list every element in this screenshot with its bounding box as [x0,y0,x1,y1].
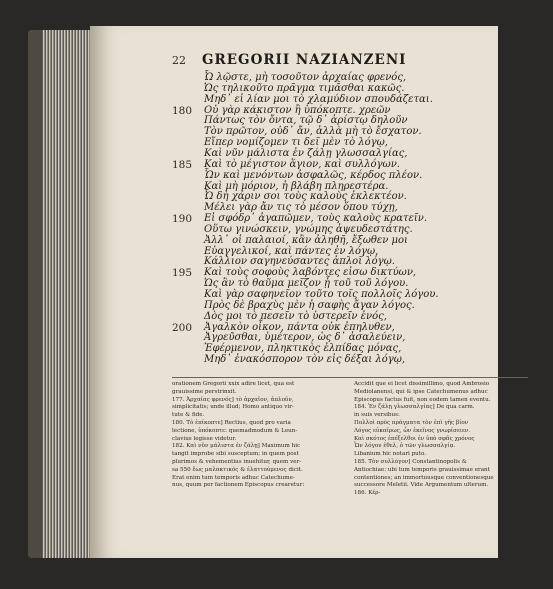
footnote-line: Λόγος εὐκαίρως, ὧν ἐκεῖνος γνωρίσειεν. [354,427,471,434]
line-number: 180 [172,104,193,117]
verse-text: Καὶ τοὺς σοφοὺς λαβόντες εἰσω δικτύων, [204,267,417,279]
footnote-line: Mediolanensi, qui & ipse Catechumenus adhuc [354,388,488,395]
footnote-line: Καὶ σκότος ἐπέξελθοι ἐν ὑπὸ σφᾶς χρόνος [354,435,475,442]
footnote-line: 182. Καὶ νῦν μάλιστα ἐν ζάλῃ] Maximum hic [172,443,301,450]
footnote-line: simplicitatis; unde illud; Homo antiquo vir- [172,404,294,411]
footnote-line: lectione, ὑπόκοπτε: quemadmodum & Leun- [172,427,298,434]
verse-text: Καὶ γὰρ σαφηνεῖον τοῦτο τοῖς πολλοῖς λόγου. [204,289,439,300]
footnote-line: 184. Ἐν ζάλῃ γλωσσαλγίας] De qua carm. [354,404,475,411]
page-number: 22 [172,54,186,67]
verse-text: Οὐ γὰρ κάκιστον ἢ ὑπόκοπτε. χρεῶν [204,104,391,116]
footnote-line: nus, quum per factionem Episcopus crearetur: [172,482,305,489]
verse-text: Ὧν καὶ μενόντων ἀσφαλῶς, κέρδος πλέον. [204,169,423,181]
line-number: 190 [172,213,193,226]
verse-text: Δὸς μοι τὸ πεσεῖν τὸ ὑστερεῖν ἐνός, [204,310,387,322]
footnote-line: 177. Ἀρχαίας φρενός] τὸ ἀρχαῖον, ἀπλοῦν, [172,396,294,403]
verse-text: Καὶ μὴ μόριον, ἡ βλάβη πληρεστέρα. [204,180,389,192]
verse-text: Πάντως τὸν ὄντα, τῷ δ᾽ ἀρίστῳ δηλοῦν [204,115,408,127]
verse-text: Μηδ᾽ εἰ λίαν μοι τὸ χλαμύδιον σπουδάζεται. [204,93,433,105]
footnote-line: Episcopus factus fuit, non eodem tamen eventu. [354,396,491,403]
verse-text: Εἴπερ νομίζομεν τι δεῖ μὲν τὸ λόγῳ, [204,137,388,149]
line-number: 195 [172,267,193,280]
footnote-line: orationem Gregorii xxix adire licet, qua est [172,381,295,387]
line-number: 200 [172,321,193,334]
footnote-line: clavius legisse videtur. [172,435,237,442]
footnote-line: 185. Τὸν συλλόγον] Constantinopolis & [354,458,467,465]
footnote-line: 180. Τὸ ἐπίκοπτε] Rectius, quod pro varia [172,419,291,426]
footnote-line: tute & fide. [172,412,205,419]
page-header [90,54,498,74]
book [28,26,553,561]
book-page [90,26,553,558]
footnote-line: Πολλοὶ πρὸς πράγματα τὸν ἐπὶ γῆς βίον [354,419,469,426]
verse-line [90,354,498,370]
footnote-line: Erat enim tum temporis adhuc Catechume- [172,474,295,481]
footnotes-left-column [172,381,346,490]
verse-text: Πρὸς δὲ βραχὺς μὲν ἡ σαφὴς ἄγαν λόγος. [204,299,415,311]
verse-text: Ἐφέρμενον, πληκτικὸς ἐλπίδας μόνας, [204,343,402,355]
line-number: 185 [172,158,193,171]
book-cover-edge [28,30,42,558]
verse-text: Ὦ δὴ χάριν σοι τοὺς καλοὺς ἐκλεκτέον. [204,191,407,203]
verse-text: Μηδ᾽ ἐνακόσπορον τὸν εἰς δέξαι λόγῳ, [204,354,406,366]
verse-text: Ἀγαλκὸν οἶκον, πάντα οὐκ ἐπηλυθεν, [204,321,395,333]
verse-text: Ἀγρεῦσθαι, ὑμέτερον, ὡς δ᾽ ἀσαλεύειν, [204,332,406,344]
footnote-line: in suis versibus: [354,412,400,419]
footnote-line: tangit improbe sibi susceptum; in quem post [172,451,299,458]
footnote-line: 186. Κέρ- [354,490,381,497]
verse-text: Οὕτω γινώσκειν, γνώμης ἀψευδεστάτης. [204,223,413,235]
verse-text: Ὡς ἂν τὸ θαῦμα μεῖζον ᾖ τοῦ τοῦ λόγου. [204,278,409,290]
footnote-line: Libanium hic notari puto. [354,451,427,458]
footnotes-right-column [354,381,528,498]
footnote-line: Ὧν λόγον ἐθελ, ὁ τῶν γλωσσαλγίᾳ. [354,443,456,450]
footnote-line: contentiones; an immortuusque conventionesque [354,474,494,481]
footnote-line: successore Meletii. Vide Argumentum ulterum. [354,482,489,489]
verse-text: Ὡς τηλικοῦτο πρᾶγμα τιμᾶσθαι κακῶς. [204,82,405,94]
footnote-line: Accidit que ei licet dissimillimo, quod Ambrosio [354,381,490,387]
verse-text: Καὶ νῦν μάλιστα ἐν ζάλῃ γλωσσαλγίας, [204,147,408,159]
verse-text: Εὐαγγελικοί, καὶ πάντες ἐν λόγῳ, [204,245,379,257]
footnote-line: sa 550 ἕως μαλακτικός & ἐλαττούμενος dicit. [172,466,303,473]
verse-text: Καὶ τὸ μέγιστον ἅγιον, καὶ συλλόγων. [204,158,400,170]
footnote-line: plurimos & vehementius inuehitur, quem ver- [172,458,302,465]
verse-text: Τὸν πρῶτον, οὐδ᾽ ἄν, ἀλλὰ μὴ τὸ ἔσχατον. [204,126,422,138]
verse-text: Εἰ σφόδρ᾽ ἀγαπῶμεν, τοὺς καλοὺς κρατεῖν. [204,213,428,225]
catchword: Τῷ [538,367,553,378]
verse-text: Κάλλιον σαγηνεύσαντες ἀπλοῖ λόγῳ. [204,256,395,268]
footnote-line: Antiochiae: ubi tum temporis grauissimae erant [354,466,490,473]
verse-text: Ὦ λῷστε, μὴ τοσοῦτον ἀρχαίας φρενός, [204,72,407,83]
footnote-line: grauissime perstrinxit. [172,388,237,395]
verse-text: Μέλει γὰρ ἄν τις τὸ μέσον ὅπου τύχῃ, [204,202,398,214]
verse-text: Ἀλλ᾽ οἱ παλαιοί, κἂν ἀληθῆ, ἔξωθεν μοι [204,234,408,246]
footnote-rule [172,377,528,378]
running-title: GREGORII NAZIANZENI [202,52,407,68]
